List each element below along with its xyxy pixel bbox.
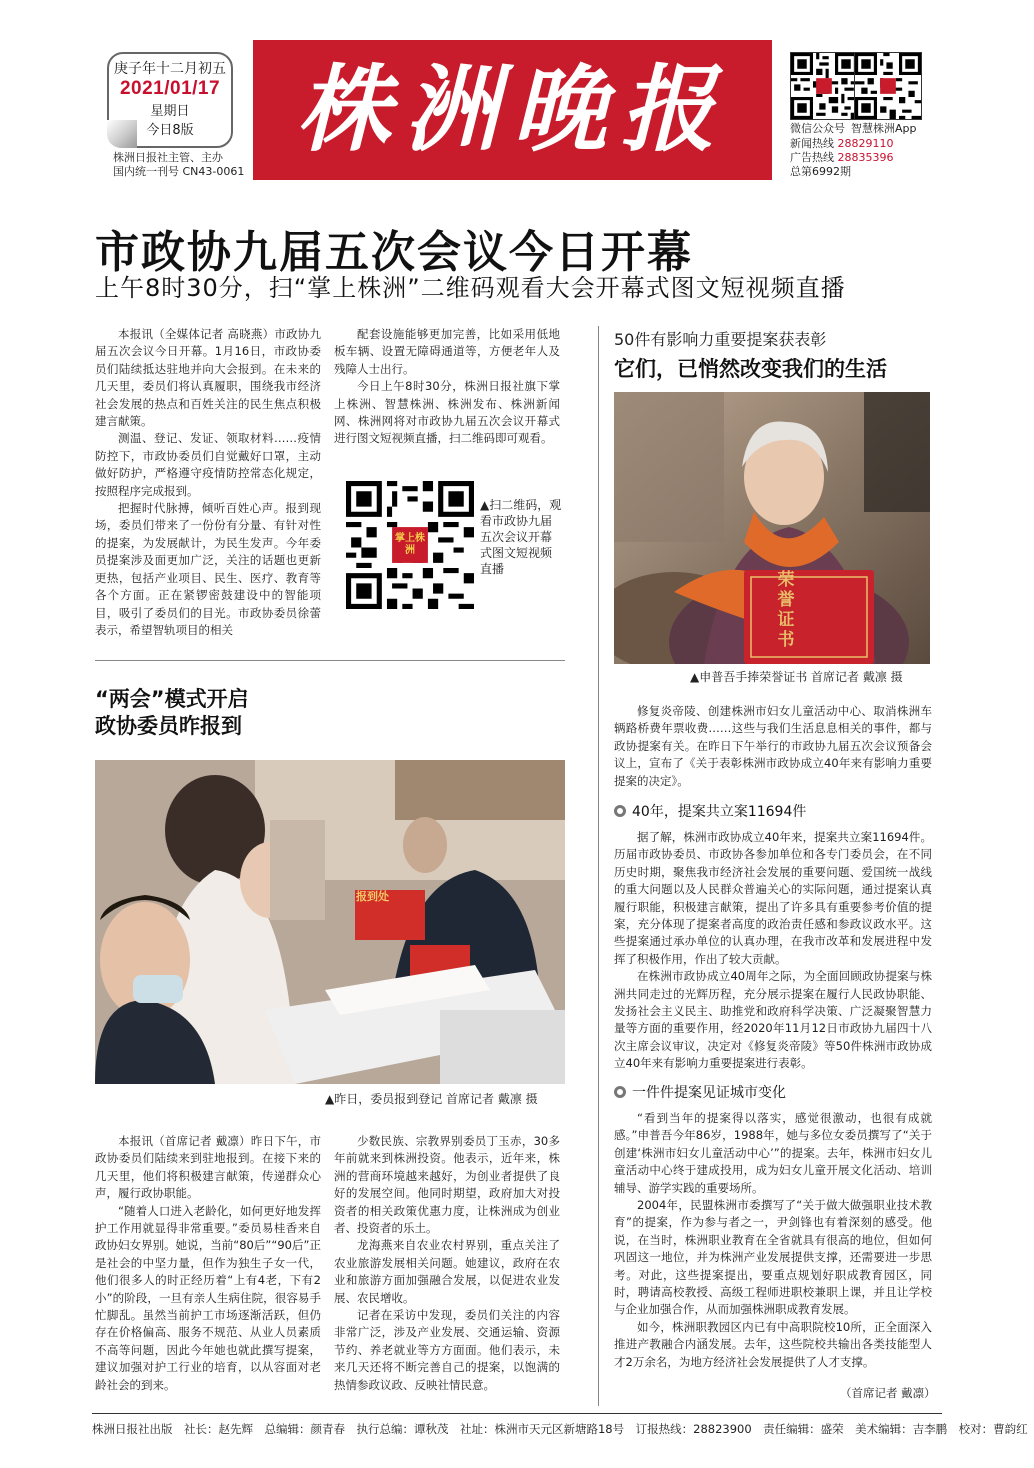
- registration-photo: [95, 760, 565, 1084]
- app-qr-code-icon[interactable]: [854, 52, 922, 120]
- registration-photo-caption: ▲昨日，委员报到登记 首席记者 戴凛 摄: [325, 1092, 538, 1106]
- side-intro: 修复炎帝陵、创建株洲市妇女儿童活动中心、取消株洲车辆路桥费年票收费……这些与我们生活息息相关的事件，都与政协提案有关。在昨日下午举行的市政协九届五次会议预备会议上，宣布了《关于表彰株洲市政协成立40年来有影响力重要提案的决定》。: [614, 704, 932, 788]
- footer-credits: 株洲日报社出版 社长：赵先辉 总编辑：颜青春 执行总编：谭秋茂 社址：株洲市天元区新塘路18号 订报热线：28823900 责任编辑：盛荣 美术编辑：吉李鹏 校对：曹韵红: [92, 1422, 1028, 1436]
- app-label: 智慧株洲App: [851, 122, 917, 135]
- section-divider: [95, 660, 565, 661]
- lunar-date: 庚子年十二月初五: [114, 61, 226, 77]
- second-headline-line-1: “两会”模式开启: [95, 687, 249, 711]
- lead-subheadline: 上午8时30分，扫“掌上株洲”二维码观看大会开幕式图文短视频直播: [95, 274, 846, 302]
- side-headline: 它们，已悄然改变我们的生活: [614, 357, 887, 381]
- second-column-2: 少数民族、宗教界别委员丁玉赤，30多年前就来到株洲投资。他表示，近年来，株洲的营商环境越来越好，为创业者提供了良好的发展空间。他同时期望，政府加大对投资者的相关政策优惠力度，让株洲成为创业者、投资者的乐土。 龙海燕来自农业农村界别，重点关注了农业旅游发展相关问题。她建议，政府在农业和旅游方面加强融合发展，以促进农业发展、农民增收。 记者在采访中发现，委员们关注的内容非常广泛，涉及产业发展、交通运输、资源节约、养老就业等方方面面。他们表示，未来几天还将不断完善自己的提案，以饱满的热情参政议政、反映社情民意。: [334, 1134, 560, 1392]
- masthead: 株洲晚报: [253, 40, 772, 180]
- side-section-2-title: 一件件提案见证城市变化: [614, 1082, 786, 1102]
- side-byline: （首席记者 戴凛）: [840, 1386, 936, 1400]
- registration-photo-image: [95, 760, 565, 1084]
- bullet-circle-icon: [614, 1086, 626, 1098]
- wechat-qr-code-icon[interactable]: [790, 52, 858, 120]
- registration-banner: 报到处: [356, 890, 389, 903]
- issue-number: 总第6992期: [790, 165, 851, 178]
- footer-rule: [92, 1413, 942, 1414]
- lead-column-2: 配套设施能够更加完善，比如采用低地板车辆、设置无障碍通道等，方便老年人及残障人士出行。 今日上午8时30分，株洲日报社旗下掌上株洲、智慧株洲、株洲发布、株洲新闻网、株洲网将对市政协九届五次会议开幕式进行图文短视频直播，扫二维码即可观看。: [334, 327, 560, 446]
- date-box: [107, 52, 233, 148]
- side-section-1-title: 40年，提案共立案11694件: [614, 801, 806, 821]
- weekday: 星期日: [150, 104, 190, 119]
- side-section-1-body: 据了解，株洲市政协成立40年来，提案共立案11694件。历届市政协委员、市政协各参加单位和各专门委员会，在不同历史时期，聚焦我市经济社会发展的重要问题、爱国统一战线的重大问题以及人民群众普遍关心的实际问题，通过提案认真履行职能，积极建言献策，提出了许多具有重要参考价值的提案，充分体现了提案者高度的政治责任感和参政议政水平。这些提案通过承办单位的认真办理，在我市改革和发展进程中发挥了积极作用，作出了较大贡献。 在株洲市政协成立40周年之际，为全面回顾政协提案与株洲共同走过的光辉历程，充分展示提案在履行人民政协职能、发扬社会主义民主、助推党和政府科学决策、广泛凝聚智慧力量等方面的重要作用，经2020年11月12日市政协九届四十八次主席会议审议，决定对《修复炎帝陵》等50件株洲市政协成立40年来有影响力重要提案进行表彰。: [614, 830, 932, 1071]
- news-hotline: 28829110: [837, 137, 894, 150]
- bullet-circle-icon: [614, 805, 626, 817]
- qr-caption: ▲扫二维码，观看市政协九届五次会议开幕式图文短视频直播: [480, 498, 562, 576]
- app-logo: 掌上株洲: [395, 533, 425, 556]
- wechat-label: 微信公众号: [790, 122, 845, 135]
- side-section-2-body: “看到当年的提案得以落实，感觉很激动，也很有成就感。”申普吾今年86岁，1988年，她与多位女委员撰写了“关于创建‘株洲市妇女儿童活动中心’”的提案。去年，株洲市妇女儿童活动中心终于建成投用，成为妇女儿童开展文化活动、培训辅导、游学实践的重要场所。 2004年，民盟株洲市委撰写了“关于做大做强职业技术教育”的提案，作为参与者之一，尹剑锋也有着深刻的感受。他说，在当时，株洲职业教育在全省就具有很高的地位，但如何巩固这一地位，并为株洲产业发展提供支撑，还需要进一步思考。对此，这些提案提出，要重点规划好职成教育园区，同时，聘请高校教授、高级工程师进职校兼职上课，并且让学校与企业加强合作，从而加强株洲职成教育发展。 如今，株洲职教园区内已有中高职院校10所，正全面深入推进产教融合内涵发展。去年，这些院校共输出各类技能型人才2万余名，为地方经济社会发展提供了人才支撑。: [614, 1111, 932, 1369]
- ad-hotline: 28835396: [837, 151, 894, 164]
- hotline-block: 新闻热线 28829110 广告热线 28835396 总第6992期: [790, 137, 894, 178]
- second-column-1: 本报讯（首席记者 戴凛）昨日下午，市政协委员们陆续来到驻地报到。在接下来的几天里，他们将积极建言献策，传递群众心声，履行政协职能。 “随着人口进入老龄化，如何更好地发挥护工作用就显得非常重要。”委员易桂香来自政协妇女界别。她说，当前“80后”“90后”正是社会的中坚力量，但作为独生子女一代，他们很多人的时正经历着“上有4老，下有2小”的阶段，一旦有亲人生病住院，很容易手忙脚乱。虽然当前护工市场逐渐活跃，但仍存在价格偏高、服务不规范、从业人员素质不高等问题，因此今年她也就此撰写提案，建议加强对护工行业的培育，以从容面对老龄社会的到来。: [95, 1134, 321, 1392]
- page-curl-icon: [107, 120, 137, 148]
- publisher-info: 株洲日报社主管、主办 国内统一刊号 CN43-0061: [113, 151, 245, 178]
- honoree-photo-caption: ▲申普吾手捧荣誉证书 首席记者 戴凛 摄: [690, 670, 903, 684]
- second-headline-line-2: 政协委员昨报到: [95, 714, 242, 738]
- column-divider: [598, 326, 599, 1406]
- lead-column-1: 本报讯（全媒体记者 高晓燕）市政协九届五次会议今日开幕。1月16日，市政协委员们陆续抵达驻地并向大会报到。在未来的几天里，委员们将认真履职，围绕我市经济社会发展的热点和百姓关注的民生焦点积极建言献策。 测温、登记、发证、领取材料……疫情防控下，市政协委员们自觉戴好口罩，主动做好防护，严格遵守疫情防控常态化规定，按照程序完成报到。 把握时代脉搏，倾听百姓心声。报到现场，委员们带来了一份份有分量、有针对性的提案，为发展献计，为民生发声。今年委员提案涉及面更加广泛，关注的话题也更新更热，包括产业项目、民生、医疗、教育等各个方面。正在紧锣密鼓建设中的智能项目，吸引了委员们的目光。市政协委员徐蕾表示，希望智轨项目的相关: [95, 327, 321, 637]
- certificate-title: 荣誉证书: [777, 570, 795, 650]
- issue-date: 2021/01/17: [119, 78, 221, 99]
- side-kicker: 50件有影响力重要提案获表彰: [614, 330, 827, 349]
- edition-count: 今日8版: [146, 123, 194, 138]
- lead-headline: 市政协九届五次会议今日开幕: [95, 227, 693, 278]
